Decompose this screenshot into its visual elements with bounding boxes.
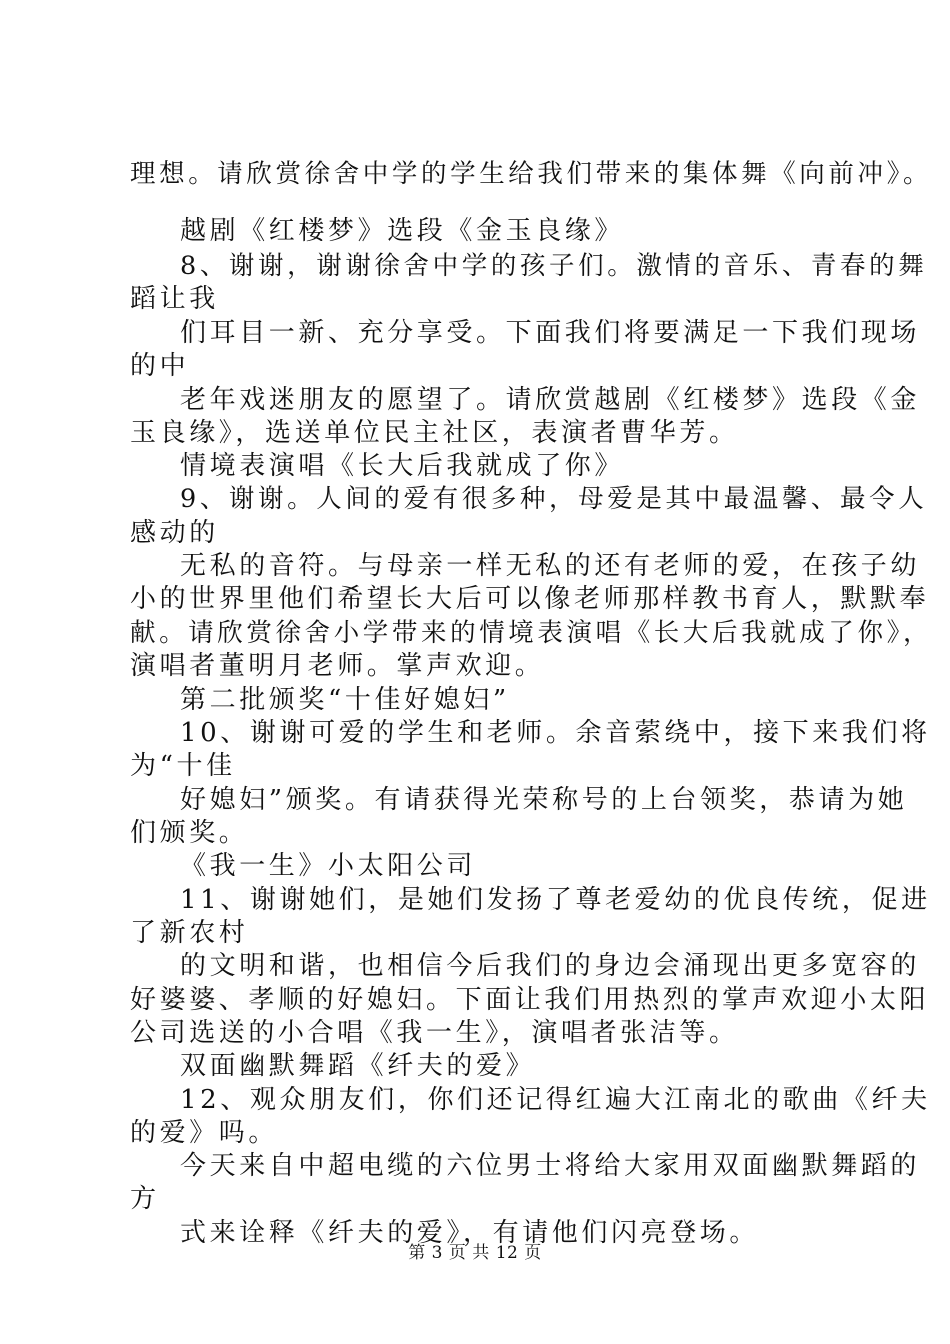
text-line: 12、观众朋友们，你们还记得红遍大江南北的歌曲《纤夫: [180, 1085, 931, 1115]
text-line: 公司选送的小合唱《我一生》，演唱者张洁等。: [130, 1018, 739, 1048]
text-line: 9、谢谢。人间的爱有很多种，母爱是其中最温馨、最令人: [180, 484, 928, 514]
text-line: 双面幽默舞蹈《纤夫的爱》: [180, 1051, 536, 1081]
text-line: 好婆婆、孝顺的好媳妇。下面让我们用热烈的掌声欢迎小太阳: [130, 985, 930, 1015]
text-line: 理想。请欣赏徐舍中学的学生给我们带来的集体舞《向前冲》。: [130, 159, 933, 189]
text-line: 感动的: [130, 518, 219, 548]
text-line: 式来诠释《纤夫的爱》，有请他们闪亮登场。: [180, 1218, 760, 1248]
text-line: 的爱》吗。: [130, 1118, 279, 1148]
text-line: 好媳妇”颁奖。有请获得光荣称号的上台领奖，恭请为她: [180, 785, 908, 815]
text-line: 8、谢谢，谢谢徐舍中学的孩子们。激情的音乐、青春的舞: [180, 251, 928, 281]
text-line: 第二批颁奖“十佳好媳妇”: [180, 685, 510, 715]
page-number-footer: 第 3 页 共 12 页: [408, 1243, 542, 1263]
text-line: 为“十佳: [130, 751, 236, 781]
text-line: 老年戏迷朋友的愿望了。请欣赏越剧《红楼梦》选段《金: [180, 385, 921, 415]
text-line: 11、谢谢她们，是她们发扬了尊老爱幼的优良传统，促进: [180, 885, 931, 915]
text-line: 的文明和谐，也相信今后我们的身边会涌现出更多宽容的: [180, 951, 921, 981]
text-line: 们颁奖。: [130, 818, 249, 848]
text-line: 了新农村: [130, 918, 249, 948]
text-line: 情境表演唱《长大后我就成了你》: [180, 451, 625, 481]
text-line: 的中: [130, 351, 190, 381]
text-line: 方: [130, 1184, 160, 1214]
text-line: 《我一生》小太阳公司: [180, 851, 477, 881]
text-line: 献。请欣赏徐舍小学带来的情境表演唱《长大后我就成了你》，: [130, 618, 933, 648]
text-line: 今天来自中超电缆的六位男士将给大家用双面幽默舞蹈的: [180, 1151, 921, 1181]
text-line: 无私的音符。与母亲一样无私的还有老师的爱，在孩子幼: [180, 551, 921, 581]
text-line: 演唱者董明月老师。掌声欢迎。: [130, 651, 545, 681]
text-line: 越剧《红楼梦》选段《金玉良缘》: [180, 216, 625, 246]
text-line: 玉良缘》，选送单位民主社区，表演者曹华芳。: [130, 418, 739, 448]
text-line: 蹈让我: [130, 284, 219, 314]
text-line: 10、谢谢可爱的学生和老师。余音萦绕中，接下来我们将: [180, 718, 931, 748]
text-line: 们耳目一新、充分享受。下面我们将要满足一下我们现场: [180, 318, 921, 348]
text-line: 小的世界里他们希望长大后可以像老师那样教书育人，默默奉: [130, 584, 930, 614]
